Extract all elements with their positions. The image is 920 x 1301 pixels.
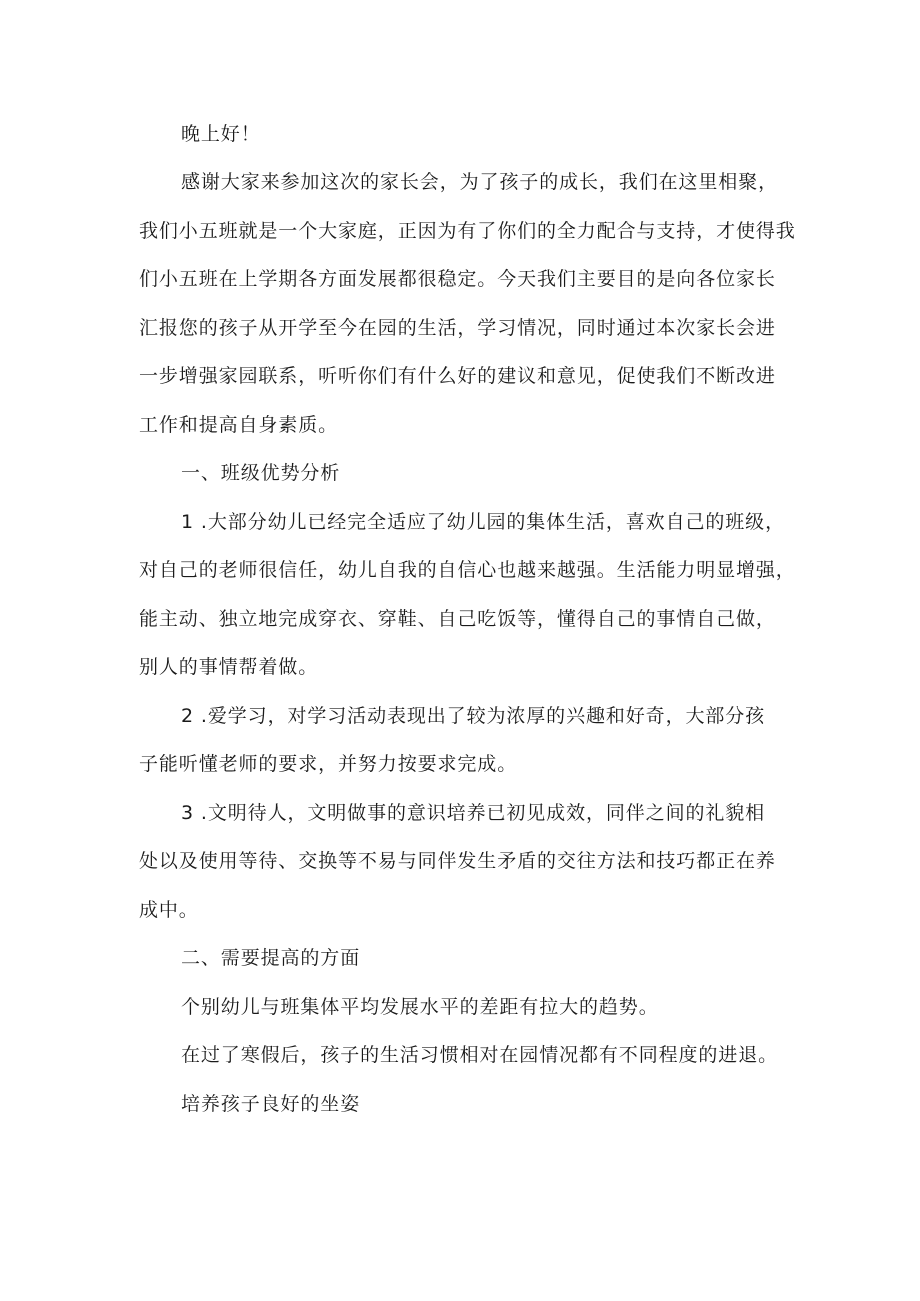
item2-line-2: 子能听懂老师的要求，并努力按要求完成。 — [139, 753, 518, 775]
item3-line-1: 3 .文明待人，文明做事的意识培养已初见成效，同伴之间的礼貌相 — [181, 802, 766, 824]
item1-line-3: 能主动、独立地完成穿衣、穿鞋、自己吃饭等，懂得自己的事情自己做， — [139, 608, 776, 630]
section2-para-2: 在过了寒假后，孩子的生活习惯相对在园情况都有不同程度的进退。 — [181, 1044, 779, 1066]
section1-heading: 一、班级优势分析 — [181, 462, 341, 484]
section2-para-1: 个别幼儿与班集体平均发展水平的差距有拉大的趋势。 — [181, 996, 659, 1018]
item3-line-3: 成中。 — [139, 899, 199, 921]
item1-line-4: 别人的事情帮着做。 — [139, 656, 319, 678]
section2-heading: 二、需要提高的方面 — [181, 947, 361, 969]
item2-line-1: 2 .爱学习，对学习活动表现出了较为浓厚的兴趣和好奇，大部分孩 — [181, 705, 766, 727]
section2-para-3: 培养孩子良好的坐姿 — [181, 1093, 361, 1115]
item1-line-2: 对自己的老师很信任，幼儿自我的自信心也越来越强。生活能力明显增强， — [139, 559, 796, 581]
intro-line-3: 们小五班在上学期各方面发展都很稳定。今天我们主要目的是向各位家长 — [139, 268, 776, 290]
item3-line-2: 处以及使用等待、交换等不易与同伴发生矛盾的交往方法和技巧都正在养 — [139, 850, 776, 872]
item1-line-1: 1 .大部分幼儿已经完全适应了幼儿园的集体生活，喜欢自己的班级， — [181, 511, 785, 533]
intro-line-4: 汇报您的孩子从开学至今在园的生活，学习情况，同时通过本次家长会进 — [139, 317, 776, 339]
greeting: 晚上好！ — [181, 123, 261, 145]
intro-line-2: 我们小五班就是一个大家庭，正因为有了你们的全力配合与支持，才使得我 — [139, 220, 796, 242]
intro-line-5: 一步增强家园联系，听听你们有什么好的建议和意见，促使我们不断改进 — [139, 365, 776, 387]
intro-line-1: 感谢大家来参加这次的家长会，为了孩子的成长，我们在这里相聚， — [181, 171, 779, 193]
intro-line-6: 工作和提高自身素质。 — [139, 414, 339, 436]
